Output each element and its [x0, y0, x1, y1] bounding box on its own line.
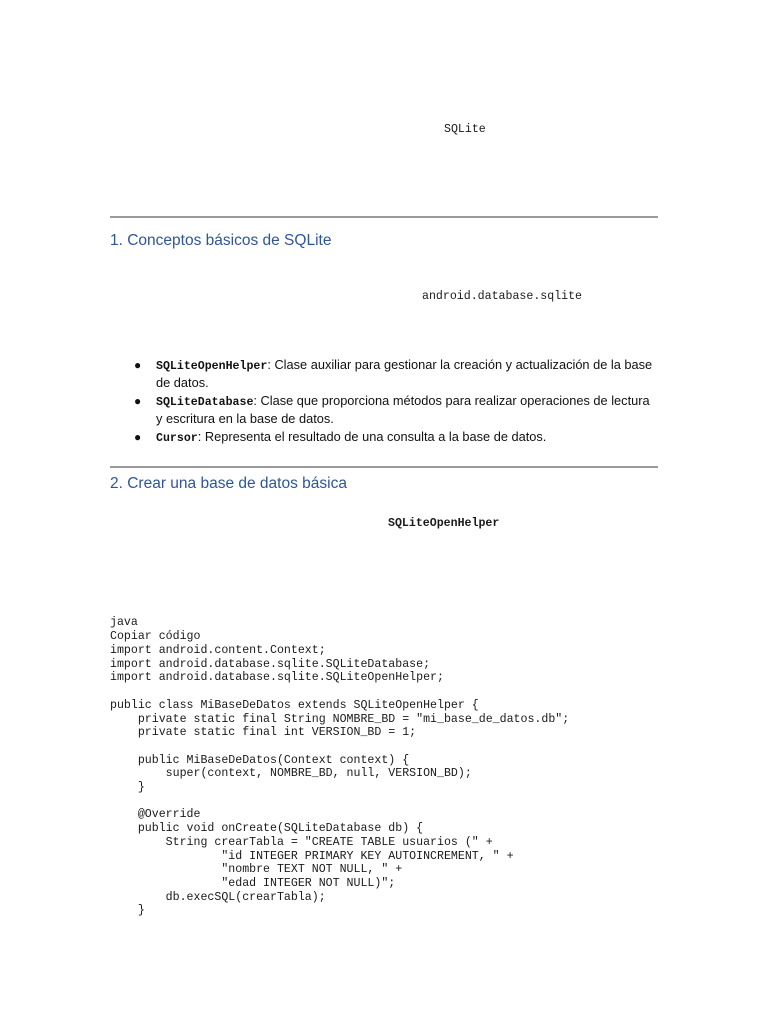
sqlite-title-label: SQLite: [444, 123, 486, 136]
section-divider-2: [110, 466, 658, 468]
code-language-label: java: [110, 616, 138, 629]
class-bullet-list: [134, 357, 654, 447]
bullet-term: SQLiteDatabase: [156, 396, 254, 409]
section-divider-1: [110, 216, 658, 218]
bullet-text: : Clase auxiliar para gestionar la creación y actualización de la base de datos.: [156, 357, 653, 390]
bullet-text: : Clase que proporciona métodos para realizar operaciones de lectura y escritura en la base de datos.: [156, 393, 650, 426]
bullet-term: SQLiteOpenHelper: [156, 360, 268, 373]
bullet-text: : Representa el resultado de una consulta a la base de datos.: [197, 429, 547, 444]
bullet-item-sqlitedatabase: [134, 393, 654, 427]
section-2-heading: 2. Crear una base de datos básica: [110, 475, 347, 492]
bullet-term: Cursor: [156, 432, 198, 445]
bullet-item-cursor: [134, 429, 654, 447]
bullet-dot-icon: ●: [134, 394, 142, 408]
class-name-code: SQLiteOpenHelper: [388, 517, 500, 530]
bullet-item-sqliteopenhelper: [134, 357, 654, 391]
package-name-code: android.database.sqlite: [422, 290, 583, 303]
copy-code-button[interactable]: Copiar código: [110, 630, 201, 643]
java-code-block: import android.content.Context; import android.database.sqlite.SQLiteDatabase; import android.database.sqlite.SQLiteOpenHelper; public class MiBaseDeDatos extends SQLiteOpenHelper { private static final String NOMBRE_BD = "mi_base_de_datos.db"; private static final int VERSION_BD = 1; public MiBaseDeDatos(Context context) { super(context, NOMBRE_BD, null, VERSION_BD); } @Override public void onCreate(SQLiteDatabase db) { String crearTabla = "CREATE TABLE usuarios (" + "id INTEGER PRIMARY KEY AUTOINCREMENT, " + "nombre TEXT NOT NULL, " + "edad INTEGER NOT NULL)"; db.execSQL(crearTabla); }: [110, 644, 570, 918]
bullet-dot-icon: ●: [134, 430, 142, 444]
section-1-heading: 1. Conceptos básicos de SQLite: [110, 232, 332, 249]
bullet-dot-icon: ●: [134, 358, 142, 372]
